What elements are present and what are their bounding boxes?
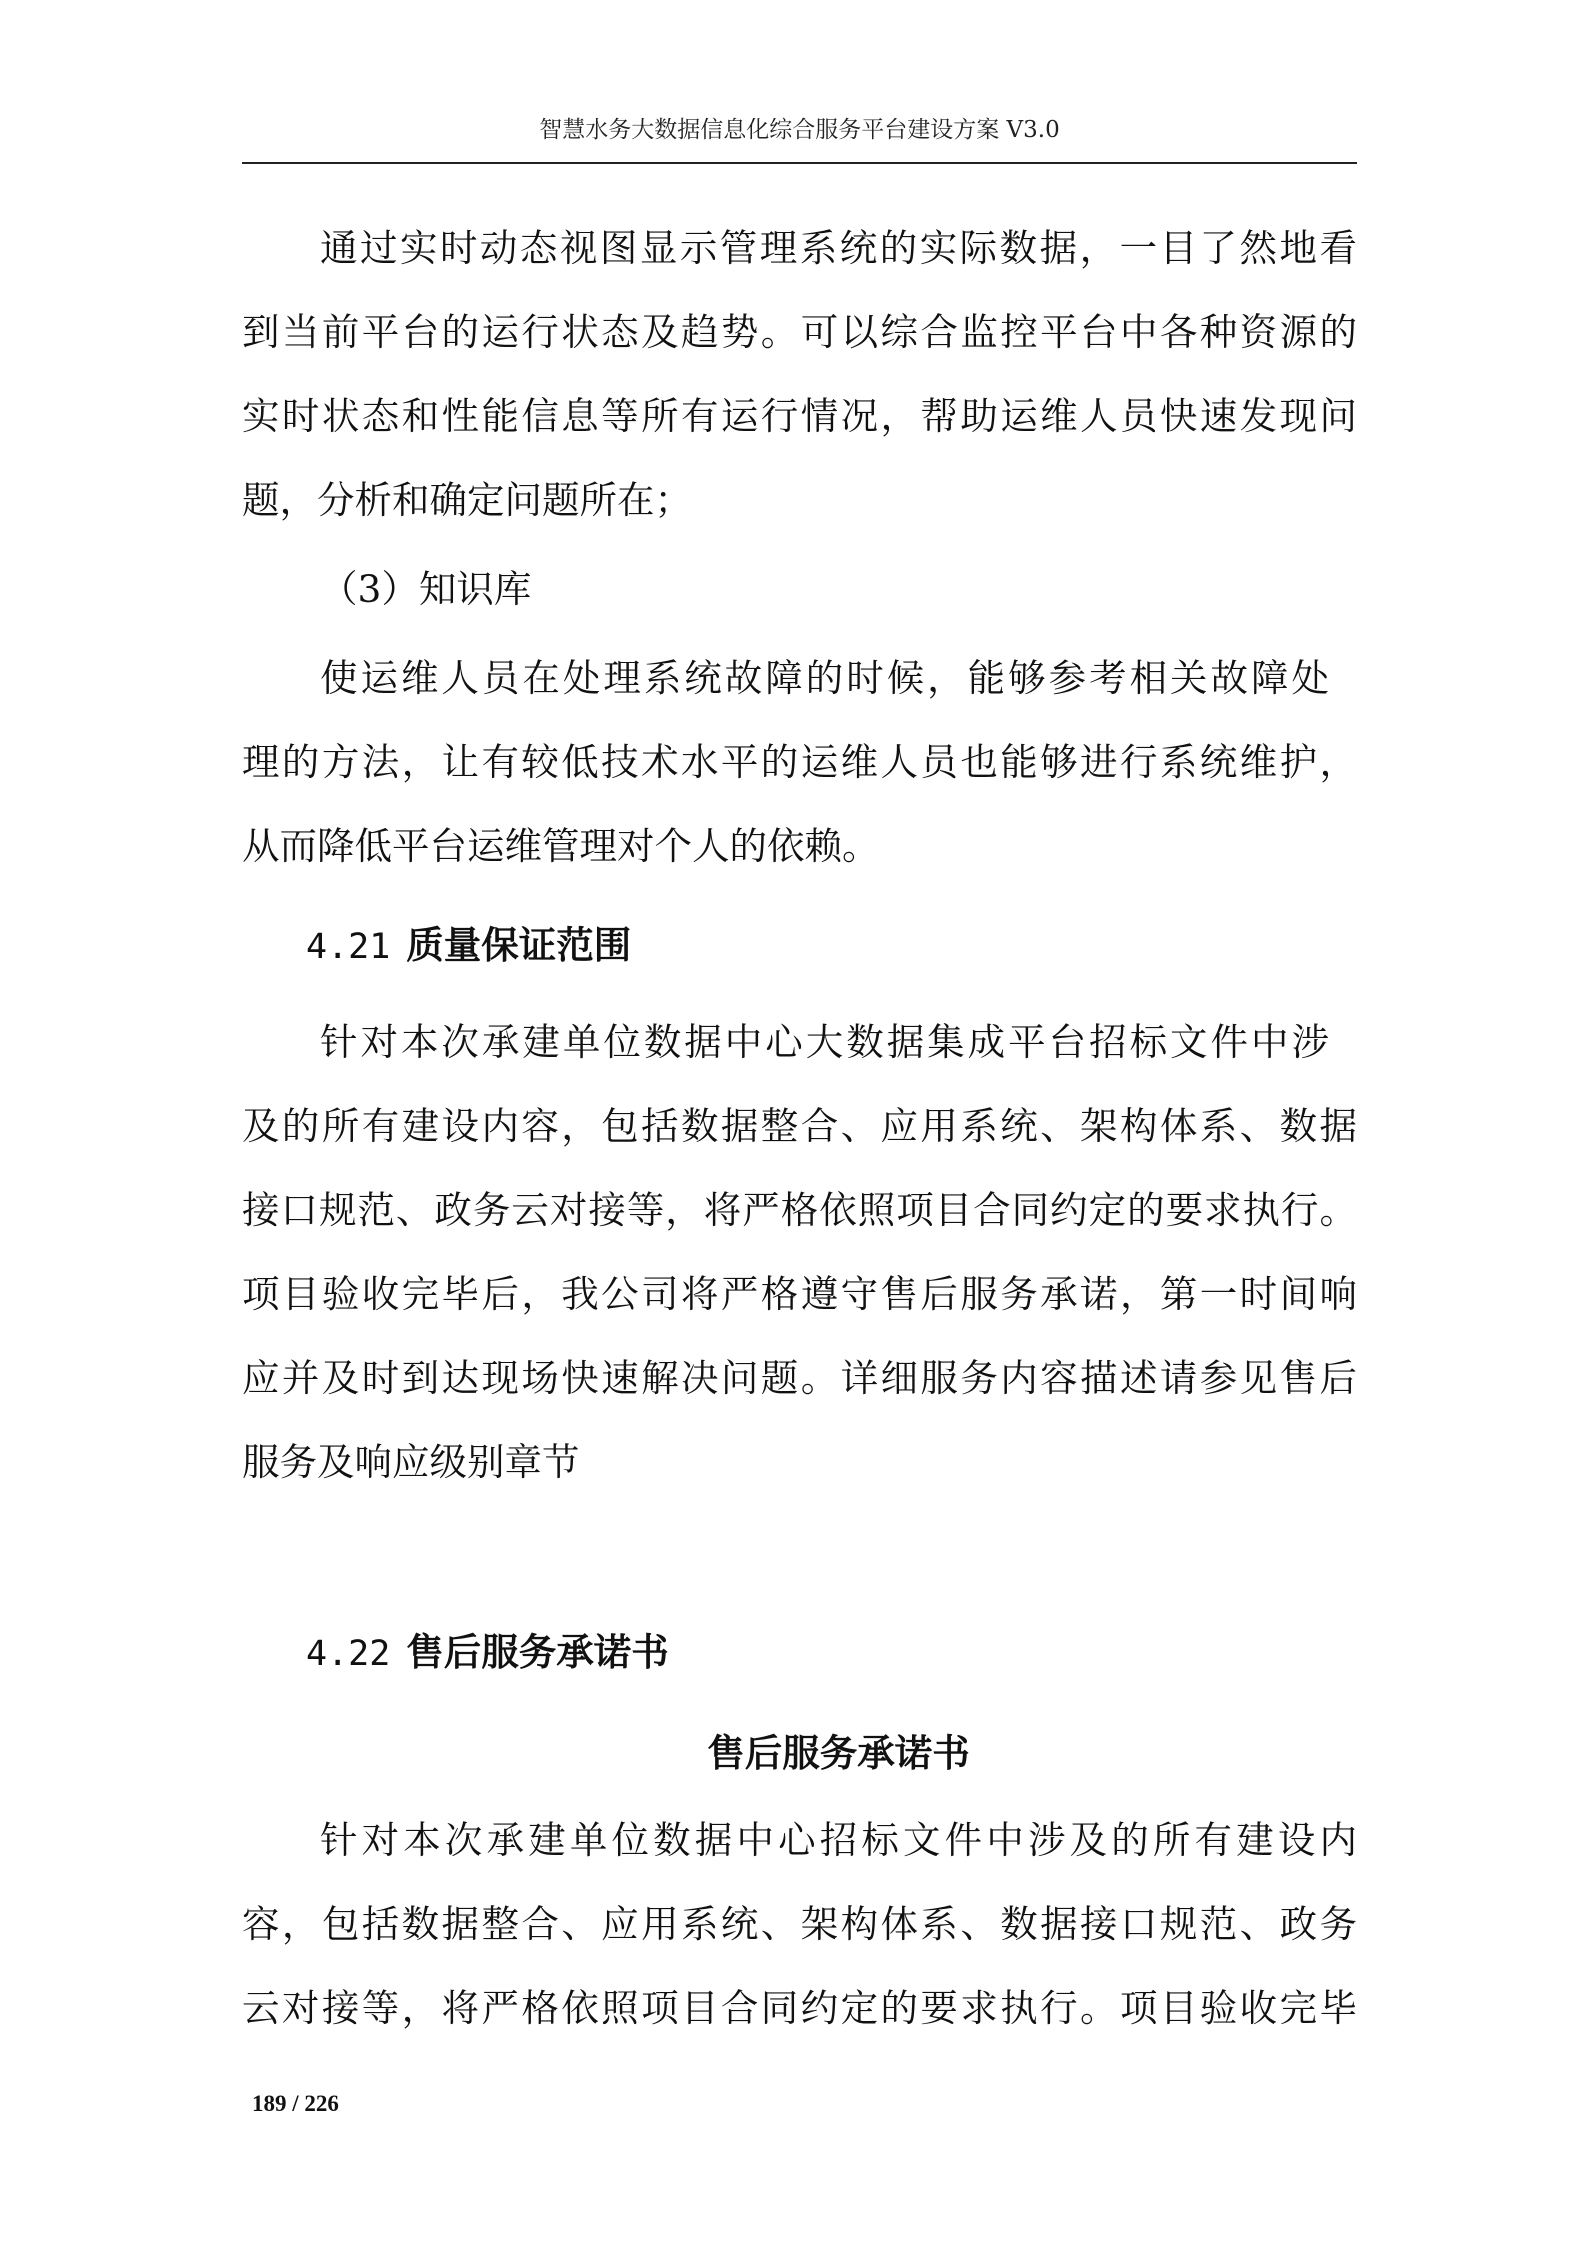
section-title: 售后服务承诺书 (406, 1630, 669, 1674)
paragraph-quality-scope (242, 1000, 1357, 1504)
text-line: 题，分析和确定问题所在； (242, 478, 692, 522)
item-heading-knowledge-base: （3）知识库 (320, 567, 532, 611)
text-line: 到当前平台的运行状态及趋势。可以综合监控平台中各种资源的 (242, 310, 1357, 354)
paragraph-knowledge-base (242, 636, 1357, 888)
page-number: 189 / 226 (252, 2091, 339, 2116)
text-line: 通过实时动态视图显示管理系统的实际数据，一目了然地看 (320, 226, 1357, 270)
text-line: 理的方法，让有较低技术水平的运维人员也能够进行系统维护， (242, 740, 1357, 784)
section-number: 4.21 (306, 927, 391, 967)
text-line: 及的所有建设内容，包括数据整合、应用系统、架构体系、数据 (242, 1104, 1357, 1148)
section-heading-4-21 (242, 903, 1357, 987)
text-line: 从而降低平台运维管理对个人的依赖。 (242, 824, 880, 868)
text-line: 应并及时到达现场快速解决问题。详细服务内容描述请参见售后 (242, 1356, 1357, 1400)
section-title: 质量保证范围 (406, 923, 632, 967)
text-line: 实时状态和性能信息等所有运行情况，帮助运维人员快速发现问 (242, 394, 1357, 438)
text-line: 使运维人员在处理系统故障的时候，能够参考相关故障处 (320, 656, 1329, 700)
text-line: 接口规范、政务云对接等，将严格依照项目合同约定的要求执行。 (242, 1188, 1357, 1232)
letter-title: 售后服务承诺书 (707, 1731, 970, 1775)
text-line: 云对接等，将严格依照项目合同约定的要求执行。项目验收完毕 (242, 1986, 1357, 2030)
text-line: 容，包括数据整合、应用系统、架构体系、数据接口规范、政务 (242, 1902, 1357, 1946)
text-line: 服务及响应级别章节 (242, 1440, 580, 1484)
section-number: 4.22 (306, 1634, 391, 1674)
section-heading-4-22 (242, 1610, 1357, 1694)
text-line: 针对本次承建单位数据中心招标文件中涉及的所有建设内 (320, 1818, 1357, 1862)
paragraph-service-commitment (242, 1798, 1357, 2050)
page-content (242, 206, 1357, 2050)
text-line: 针对本次承建单位数据中心大数据集成平台招标文件中涉 (320, 1020, 1329, 1064)
paragraph-monitoring (242, 206, 1357, 542)
running-header-title: 智慧水务大数据信息化综合服务平台建设方案 V3.0 (539, 117, 1060, 143)
header-rule (242, 162, 1357, 164)
text-line: 项目验收完毕后，我公司将严格遵守售后服务承诺，第一时间响 (242, 1272, 1357, 1316)
